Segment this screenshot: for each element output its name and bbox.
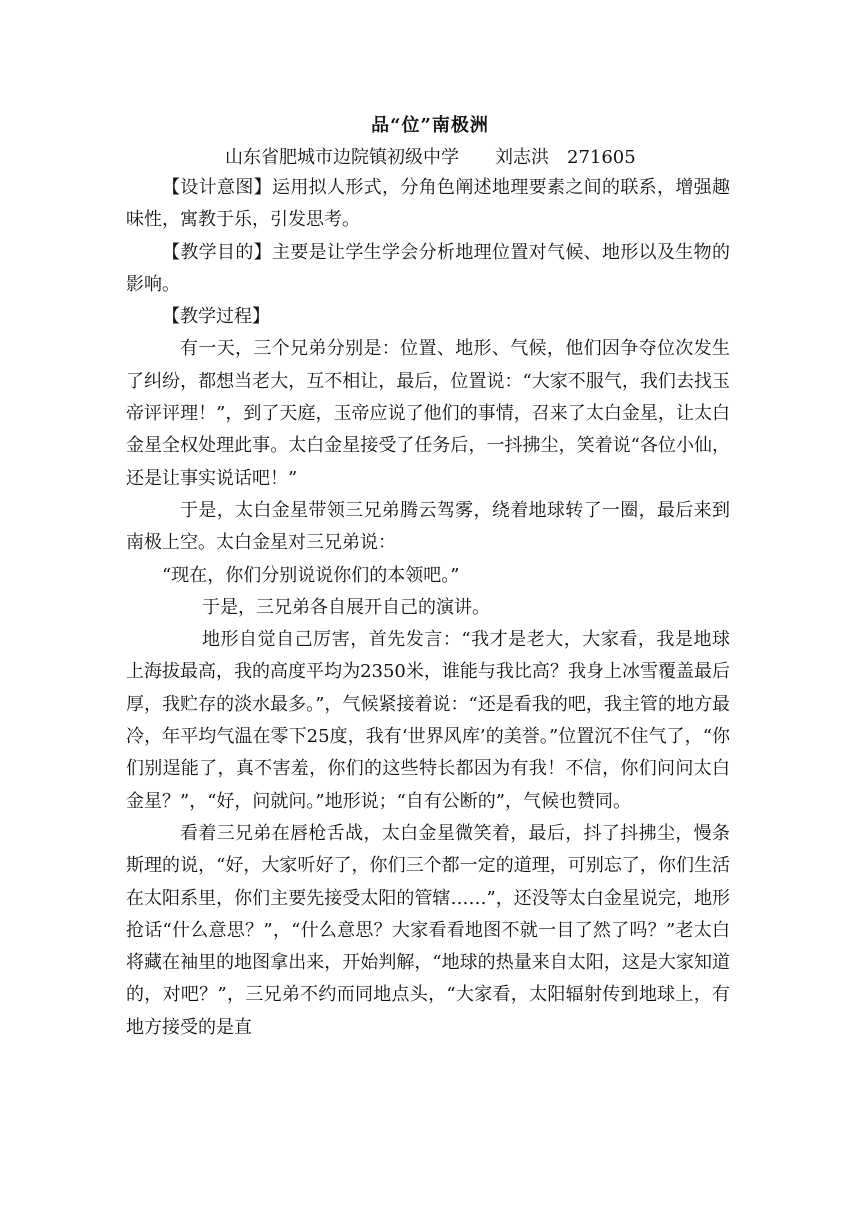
story-paragraph: 地形自觉自己厉害，首先发言：“我才是老大，大家看，我是地球上海拔最高，我的高度平均为2350米，谁能与我比高？我身上冰雪覆盖最后厚，我贮存的淡水最多。”，气候紧接着说：“还是看我的吧，我主管的地方最冷，年平均气温在零下25度，我有‘世界风库’的美誉。”位置沉不住气了，“你们别逞能了，真不害羞，你们的这些特长都因为有我！不信，你们问问太白金星？”，“好，问就问。”地形说；“自有公断的”，气候也赞同。 [126, 629, 730, 812]
story-paragraph: “现在，你们分别说说你们的本领吧。” [162, 564, 460, 586]
author-line: 山东省肥城市边院镇初级中学 刘志洪 271605 [225, 147, 636, 168]
story-paragraph: 于是，太白金星带领三兄弟腾云驾雾，绕着地球转了一圈，最后来到南极上空。太白金星对三兄弟说： [126, 499, 730, 554]
design-intent-paragraph: 【设计意图】运用拟人形式，分角色阐述地理要素之间的联系，增强趣味性，寓教于乐，引发思考。 [126, 177, 730, 231]
document-body [126, 172, 730, 1044]
teaching-goal-paragraph: 【教学目的】主要是让学生学会分析地理位置对气候、地形以及生物的影响。 [126, 241, 730, 295]
story-paragraph: 有一天，三个兄弟分别是：位置、地形、气候，他们因争夺位次发生了纠纷，都想当老大，互不相让，最后，位置说：“大家不服气，我们去找玉帝评评理！”，到了天庭，玉帝应说了他们的事情，召来了太白金星，让太白金星全权处理此事。太白金星接受了任务后，一抖拂尘，笑着说“各位小仙，还是让事实说话吧！” [126, 338, 730, 489]
story-paragraph: 看着三兄弟在唇枪舌战，太白金星微笑着，最后，抖了抖拂尘，慢条斯理的说，“好，大家听好了，你们三个都一定的道理，可别忘了，你们生活在太阳系里，你们主要先接受太阳的管辖……”，还没等太白金星说完，地形抢话“什么意思？”，“什么意思？大家看看地图不就一目了然了吗？”老太白将藏在袖里的地图拿出来，开始判解，“地球的热量来自太阳，这是大家知道的，对吧？”，三兄弟不约而同地点头，“大家看，太阳辐射传到地球上，有地方接受的是直 [126, 822, 730, 1038]
story-paragraph: 于是，三兄弟各自展开自己的演讲。 [202, 596, 490, 618]
document-title: 品“位”南极洲 [371, 115, 489, 136]
teaching-process-heading: 【教学过程】 [162, 306, 270, 328]
